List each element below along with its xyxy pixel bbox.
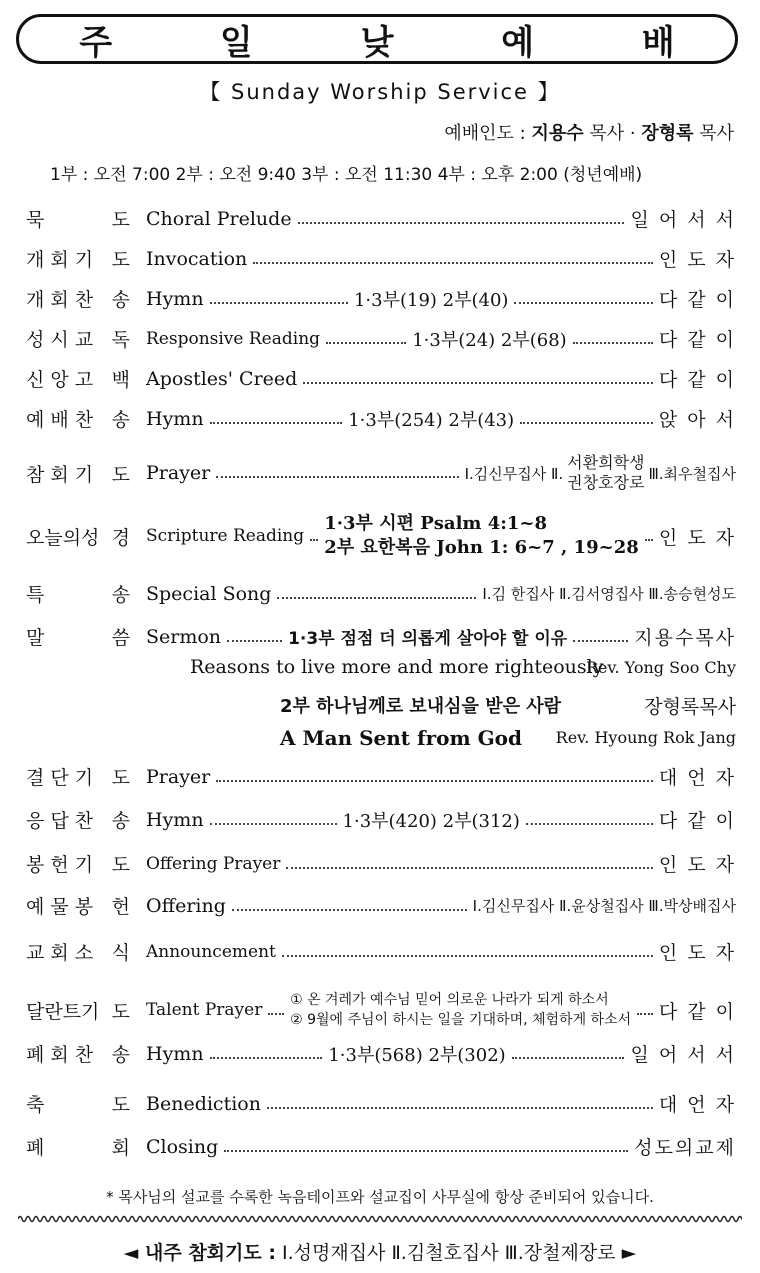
program-row <box>26 205 736 232</box>
program-row <box>26 850 736 877</box>
special-song-singers: Ⅰ.김 한집사 Ⅱ.김서영집사 Ⅲ.송승현성도 <box>482 585 736 603</box>
program-right: 지용수목사 <box>634 627 737 649</box>
korean-part-2: 회 <box>111 1137 130 1159</box>
program-english: Offering <box>146 894 226 917</box>
korean-part-2: 백 <box>111 369 130 391</box>
talent-prayer-items <box>290 990 631 1030</box>
program-english: Choral Prelude <box>146 207 292 230</box>
program-english: Hymn <box>146 808 204 831</box>
leader-dots <box>224 1150 628 1152</box>
korean-part-1: 개 회 찬 <box>26 289 94 311</box>
program-row <box>26 1090 736 1117</box>
program-english: Announcement <box>146 941 276 962</box>
program-english: Prayer <box>146 765 211 788</box>
sermon-korean-2-preacher: 장형록목사 <box>644 696 736 718</box>
program-right: 앉 아 서 <box>658 409 736 431</box>
program-korean <box>26 405 130 432</box>
program-korean <box>26 938 130 965</box>
korean-part-2: 도 <box>111 1094 130 1116</box>
korean-part-2: 송 <box>111 584 130 606</box>
program-detail: 1·3부(19) 2부(40) <box>353 289 509 311</box>
korean-part-2: 송 <box>111 1044 130 1066</box>
leader-dots <box>232 909 467 911</box>
program-right: 일 어 서 서 <box>630 209 736 231</box>
leader-dots <box>310 539 318 541</box>
korean-part-1: 묵 <box>26 209 45 231</box>
program-english: Hymn <box>146 1042 204 1065</box>
leader-dots <box>514 302 652 304</box>
prayer-leader-3: Ⅲ.최우철집사 <box>648 464 736 483</box>
leaders-label: 예배인도 : <box>444 123 526 144</box>
subtitle: 【 Sunday Worship Service 】 <box>199 80 561 104</box>
sermon-english-1: Reasons to live more and more righteously <box>190 656 604 678</box>
prayer-leaders: Ⅰ.김신무집사 Ⅱ. <box>464 464 564 483</box>
program-row <box>26 325 736 352</box>
leader-dots <box>637 1013 653 1015</box>
program-right: 다 같 이 <box>658 369 736 391</box>
korean-part-2: 도 <box>111 767 130 789</box>
korean-part-2: 도 <box>111 854 130 876</box>
page-title: 주 일 낮 예 배 <box>79 22 723 63</box>
program-korean <box>26 892 130 919</box>
leader-dots <box>526 823 653 825</box>
program-right: 인 도 자 <box>658 942 736 964</box>
leader-dots <box>573 342 653 344</box>
leader-dots <box>210 302 348 304</box>
leader-dots <box>216 476 458 478</box>
leader-dots <box>216 780 653 782</box>
program-english: Scripture Reading <box>146 526 305 546</box>
leader-dots <box>277 597 476 599</box>
korean-part-2: 식 <box>111 942 130 964</box>
leader-dots <box>282 955 653 957</box>
leader-title-2: 목사 <box>699 123 734 144</box>
title-banner <box>16 14 738 64</box>
leader-dots <box>210 1057 323 1059</box>
korean-part-1: 개 회 기 <box>26 249 94 271</box>
leader-dots <box>512 1057 625 1059</box>
program-detail: 1·3부(24) 2부(68) <box>412 329 567 351</box>
program-english: Special Song <box>146 582 272 605</box>
program-korean <box>26 580 130 607</box>
program-row <box>26 285 736 312</box>
korean-part-1: 예 물 봉 <box>26 896 94 918</box>
sermon-english-2: A Man Sent from God <box>280 726 523 750</box>
korean-part-2: 경 <box>111 526 130 549</box>
program-right: 인 도 자 <box>658 526 736 549</box>
korean-part-2: 송 <box>111 409 130 431</box>
korean-part-1: 달란트기 <box>26 1000 100 1023</box>
program-korean <box>26 245 130 272</box>
program-row <box>26 405 736 432</box>
program-row <box>26 512 736 560</box>
korean-part-1: 응 답 찬 <box>26 810 94 832</box>
leader-dots <box>268 1013 284 1015</box>
program-english: Invocation <box>146 247 248 270</box>
next-week-prayer <box>0 1238 760 1265</box>
program-korean <box>26 205 130 232</box>
program-korean <box>26 850 130 877</box>
program-korean <box>26 997 130 1024</box>
korean-part-2: 독 <box>111 329 130 351</box>
program-row <box>26 938 736 965</box>
program-detail: 1·3부(568) 2부(302) <box>328 1044 506 1066</box>
leader-dots <box>210 823 337 825</box>
korean-part-1: 축 <box>26 1094 45 1116</box>
program-korean <box>26 623 130 650</box>
leader-dots <box>267 1107 653 1109</box>
program-korean <box>26 1133 130 1160</box>
program-row <box>26 990 736 1030</box>
prayer-leader-2a: 서환희학생 <box>567 453 645 472</box>
program-row <box>26 892 736 919</box>
sermon-english-1-preacher: Rev. Yong Soo Chy <box>585 658 736 677</box>
korean-part-1: 예 배 찬 <box>26 409 94 431</box>
program-detail: 1·3부(420) 2부(312) <box>342 810 520 832</box>
program-row <box>26 763 736 790</box>
program-detail: 1·3부(254) 2부(43) <box>348 409 515 431</box>
talent-item-1: ① 온 겨레가 예수님 믿어 의로운 나라가 되게 하소서 <box>290 992 609 1008</box>
korean-part-1: 결 단 기 <box>26 767 94 789</box>
program-right: 인 도 자 <box>658 249 736 271</box>
program-korean <box>26 1090 130 1117</box>
program-korean <box>26 325 130 352</box>
program-korean <box>26 365 130 392</box>
leader-dots <box>645 539 653 541</box>
worship-leaders <box>444 119 734 145</box>
program-detail: 1·3부 점점 더 의롭게 살아야 할 이유 <box>288 629 568 649</box>
program-row <box>26 453 736 493</box>
leader-name-1: 지용수 <box>531 123 584 144</box>
korean-part-1: 신 앙 고 <box>26 369 94 391</box>
korean-part-1: 폐 회 찬 <box>26 1044 94 1066</box>
footer-label: ◄ 내주 참회기도 : <box>123 1242 276 1264</box>
program-korean <box>26 285 130 312</box>
korean-part-1: 오늘의성 <box>26 526 100 549</box>
program-korean <box>26 1040 130 1067</box>
program-row <box>26 365 736 392</box>
korean-part-1: 특 <box>26 584 45 606</box>
program-english: Talent Prayer <box>146 1000 263 1020</box>
program-row <box>26 806 736 833</box>
leader-dots <box>253 262 653 264</box>
program-english: Hymn <box>146 407 204 430</box>
program-row <box>26 623 736 650</box>
korean-part-2: 도 <box>111 249 130 271</box>
program-right: 다 같 이 <box>658 329 737 351</box>
program-english: Sermon <box>146 625 222 648</box>
leader-dots <box>520 422 653 424</box>
korean-part-2: 헌 <box>111 896 130 918</box>
leader-dots <box>326 342 406 344</box>
program-right: 성도의교제 <box>634 1137 736 1159</box>
program-english: Offering Prayer <box>146 853 281 874</box>
prayer-leader-2 <box>567 453 644 493</box>
leader-dots <box>303 382 653 384</box>
leader-title-1: 목사 · <box>589 123 636 144</box>
program-english: Prayer <box>146 462 211 484</box>
program-english: Hymn <box>146 287 204 310</box>
korean-part-1: 폐 <box>26 1137 45 1159</box>
program-right: 인 도 자 <box>658 854 736 876</box>
leader-dots <box>227 640 282 642</box>
program-right: 대 언 자 <box>658 767 736 789</box>
prayer-leader-2b: 권창호장로 <box>567 473 645 492</box>
offering-leaders: Ⅰ.김신무집사 Ⅱ.윤상철집사 Ⅲ.박상배집사 <box>472 897 736 915</box>
korean-part-2: 도 <box>111 209 130 231</box>
program-row <box>26 580 736 607</box>
korean-part-2: 도 <box>111 463 130 486</box>
leader-dots <box>210 422 343 424</box>
program-korean <box>26 460 130 487</box>
korean-part-2: 도 <box>111 1000 130 1023</box>
korean-part-1: 참 회 기 <box>26 463 94 486</box>
korean-part-1: 교 회 소 <box>26 942 94 964</box>
korean-part-1: 성 시 교 <box>26 329 94 351</box>
leader-dots <box>573 640 628 642</box>
program-row <box>26 245 736 272</box>
program-right: 다 같 이 <box>658 810 737 832</box>
scripture-1: 1·3부 시편 Psalm 4:1~8 <box>324 513 548 534</box>
program-right: 다 같 이 <box>658 1000 737 1023</box>
sermon-english-2-preacher: Rev. Hyoung Rok Jang <box>555 728 736 747</box>
scripture-2: 2부 요한복음 John 1: 6~7 , 19~28 <box>324 537 639 558</box>
program-row <box>26 1040 736 1067</box>
program-korean <box>26 523 130 550</box>
program-right: 일 어 서 서 <box>630 1044 736 1066</box>
program-row <box>26 1133 736 1160</box>
program-korean <box>26 763 130 790</box>
program-english: Apostles' Creed <box>146 367 298 390</box>
service-times: 1부 : 오전 7:00 2부 : 오전 9:40 3부 : 오전 11:30 4부 : 오후 2:00 (청년예배) <box>50 165 643 185</box>
tape-note: * 목사님의 설교를 수록한 녹음테이프와 설교집이 사무실에 항상 준비되어 있습니다. <box>106 1188 654 1206</box>
program-right: 대 언 자 <box>658 1094 736 1116</box>
korean-part-2: 송 <box>111 289 130 311</box>
leader-name-2: 장형록 <box>641 123 694 144</box>
korean-part-2: 씀 <box>111 627 130 649</box>
footer-names: Ⅰ.성명재집사 Ⅱ.김철호집사 Ⅲ.장철제장로 ► <box>282 1242 637 1264</box>
talent-item-2: ② 9월에 주님이 하시는 일을 기대하며, 체험하게 하소서 <box>290 1012 632 1028</box>
program-english: Closing <box>146 1135 219 1158</box>
program-english: Benediction <box>146 1092 261 1115</box>
scripture-passages <box>324 512 639 560</box>
korean-part-1: 말 <box>26 627 45 649</box>
program-korean <box>26 806 130 833</box>
leader-dots <box>298 222 625 224</box>
korean-part-2: 송 <box>111 810 130 832</box>
program-right: 다 같 이 <box>658 289 737 311</box>
wave-divider <box>18 1214 742 1224</box>
leader-dots <box>286 867 652 869</box>
program-english: Responsive Reading <box>146 328 321 349</box>
korean-part-1: 봉 헌 기 <box>26 854 94 876</box>
sermon-korean-2: 2부 하나님께로 보내심을 받은 사람 <box>280 696 562 717</box>
